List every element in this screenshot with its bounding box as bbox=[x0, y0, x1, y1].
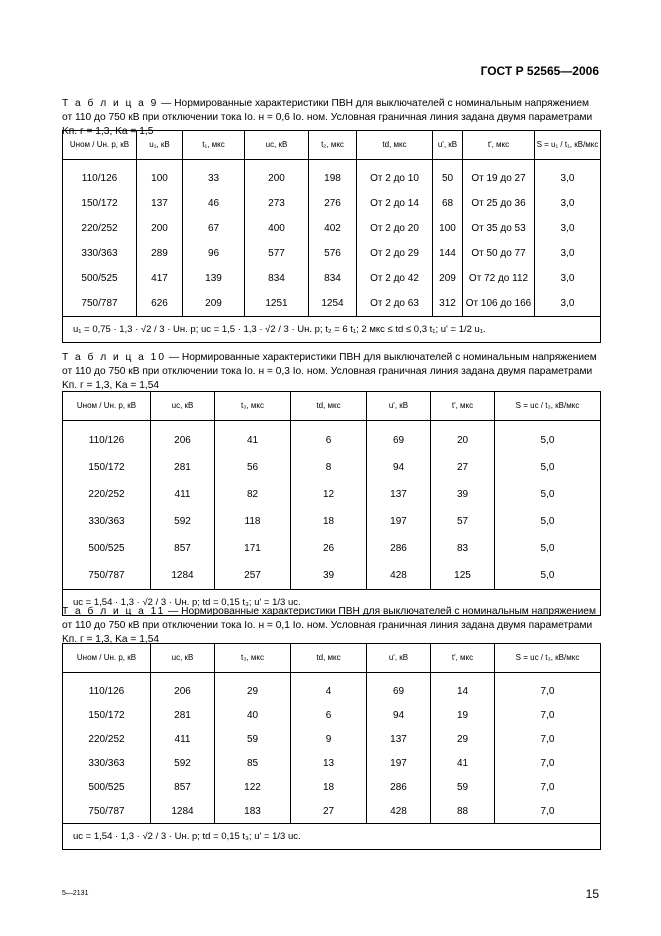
table-cell: 206 bbox=[151, 679, 215, 703]
table-cell: 1254 bbox=[309, 291, 357, 317]
table-cell: От 72 до 112 bbox=[463, 266, 535, 291]
column-header: td, мкс bbox=[291, 392, 367, 421]
table-cell: 3,0 bbox=[535, 291, 601, 317]
table-cell: 50 bbox=[433, 166, 463, 191]
table-cell: 150/172 bbox=[63, 454, 151, 481]
table-cell: 3,0 bbox=[535, 216, 601, 241]
table-row bbox=[63, 427, 601, 454]
table-cell: 68 bbox=[433, 191, 463, 216]
table-note: uс = 1,54 · 1,3 · √2 / 3 · Uн. р; td = 0,15 t₃; u' = 1/3 uс. bbox=[63, 590, 601, 616]
table-11-lead: Т а б л и ц а 11 bbox=[62, 606, 166, 617]
table-cell: 330/363 bbox=[63, 508, 151, 535]
table-row bbox=[63, 727, 601, 751]
table-cell: 59 bbox=[431, 775, 495, 799]
table-cell: 27 bbox=[291, 799, 367, 824]
table-row bbox=[63, 266, 601, 291]
table-cell: 576 bbox=[309, 241, 357, 266]
table-cell: 5,0 bbox=[495, 508, 601, 535]
table-row bbox=[63, 191, 601, 216]
table-cell: 220/252 bbox=[63, 216, 137, 241]
table-row bbox=[63, 166, 601, 191]
table-cell: 5,0 bbox=[495, 454, 601, 481]
table-cell: 7,0 bbox=[495, 799, 601, 824]
table-cell: 3,0 bbox=[535, 266, 601, 291]
table-cell: 122 bbox=[215, 775, 291, 799]
table-cell: 9 bbox=[291, 727, 367, 751]
table-row bbox=[63, 241, 601, 266]
table-cell: 27 bbox=[431, 454, 495, 481]
header-row bbox=[63, 392, 601, 421]
table-row bbox=[63, 562, 601, 590]
table-cell: 330/363 bbox=[63, 751, 151, 775]
table-10-lead: Т а б л и ц а 10 bbox=[62, 352, 167, 363]
table-cell: 19 bbox=[431, 703, 495, 727]
table-cell: 1251 bbox=[245, 291, 309, 317]
table-11-caption-text: — Нормированные характеристики ПВН для выключателей с номинальным напряжением от 110 до 750 кВ при отключении тока Iо. н = 0,1 Iо. ном. Условная граничная линия задана двумя параметрами Kп. г = 1,3, Kа = 1,54 bbox=[62, 606, 596, 645]
header-row bbox=[63, 644, 601, 673]
table-cell: 400 bbox=[245, 216, 309, 241]
table-cell: 1284 bbox=[151, 562, 215, 590]
table-cell: 59 bbox=[215, 727, 291, 751]
table-cell: 500/525 bbox=[63, 266, 137, 291]
table-row bbox=[63, 454, 601, 481]
table-cell: 96 bbox=[183, 241, 245, 266]
column-header: t', мкс bbox=[431, 392, 495, 421]
table-cell: 20 bbox=[431, 427, 495, 454]
table-cell: От 25 до 36 bbox=[463, 191, 535, 216]
table-row bbox=[63, 216, 601, 241]
table-cell: 56 bbox=[215, 454, 291, 481]
column-header: Uном / Uн. р, кВ bbox=[63, 131, 137, 160]
table-cell: 834 bbox=[245, 266, 309, 291]
table-cell: 281 bbox=[151, 703, 215, 727]
table-cell: 402 bbox=[309, 216, 357, 241]
table-cell: 144 bbox=[433, 241, 463, 266]
column-header: Uном / Uн. р, кВ bbox=[63, 392, 151, 421]
table-cell: 750/787 bbox=[63, 799, 151, 824]
table-cell: 200 bbox=[245, 166, 309, 191]
table-11-caption bbox=[62, 605, 600, 647]
table-cell: 39 bbox=[291, 562, 367, 590]
column-header: td, мкс bbox=[291, 644, 367, 673]
column-header: S = uс / t₃, кВ/мкс bbox=[495, 392, 601, 421]
table-cell: 209 bbox=[433, 266, 463, 291]
table-cell: 100 bbox=[433, 216, 463, 241]
table-note: uс = 1,54 · 1,3 · √2 / 3 · Uн. р; td = 0,15 t₃; u' = 1/3 uс. bbox=[63, 824, 601, 850]
table-9-caption-text: — Нормированные характеристики ПВН для выключателей с номинальным напряжением от 110 до 750 кВ при отключении тока Iо. н = 0,6 Iо. ном. Условная граничная линия задана двумя параметрами Kп. г = 1,3, Kа = 1,5 bbox=[62, 98, 593, 137]
table-cell: 200 bbox=[137, 216, 183, 241]
table-cell: 6 bbox=[291, 427, 367, 454]
table-cell: От 2 до 63 bbox=[357, 291, 433, 317]
table-cell: 197 bbox=[367, 751, 431, 775]
table-cell: 592 bbox=[151, 508, 215, 535]
table-cell: 94 bbox=[367, 703, 431, 727]
table-cell: 428 bbox=[367, 799, 431, 824]
table-cell: От 2 до 20 bbox=[357, 216, 433, 241]
table-cell: 750/787 bbox=[63, 291, 137, 317]
column-header: t₁, мкс bbox=[183, 131, 245, 160]
column-header: uс, кВ bbox=[245, 131, 309, 160]
footer-code: 5—2131 bbox=[62, 890, 89, 897]
table-cell: 5,0 bbox=[495, 562, 601, 590]
table-cell: 209 bbox=[183, 291, 245, 317]
table-cell: 183 bbox=[215, 799, 291, 824]
table-cell: 592 bbox=[151, 751, 215, 775]
table-cell: От 2 до 29 bbox=[357, 241, 433, 266]
table-cell: 834 bbox=[309, 266, 357, 291]
table-note-row bbox=[63, 317, 601, 343]
table-9-lead: Т а б л и ц а 9 bbox=[62, 98, 159, 109]
table-cell: 14 bbox=[431, 679, 495, 703]
table-row bbox=[63, 799, 601, 824]
table-cell: 118 bbox=[215, 508, 291, 535]
table-cell: 3,0 bbox=[535, 166, 601, 191]
table-cell: 428 bbox=[367, 562, 431, 590]
table-cell: 88 bbox=[431, 799, 495, 824]
table-cell: 69 bbox=[367, 427, 431, 454]
table-cell: 577 bbox=[245, 241, 309, 266]
table-cell: 8 bbox=[291, 454, 367, 481]
table-cell: 171 bbox=[215, 535, 291, 562]
table-row bbox=[63, 703, 601, 727]
table-row bbox=[63, 508, 601, 535]
table-cell: 13 bbox=[291, 751, 367, 775]
table-cell: 29 bbox=[215, 679, 291, 703]
table-cell: 257 bbox=[215, 562, 291, 590]
table-cell: 312 bbox=[433, 291, 463, 317]
table-cell: 7,0 bbox=[495, 751, 601, 775]
table-cell: 26 bbox=[291, 535, 367, 562]
table-cell: 197 bbox=[367, 508, 431, 535]
header-row bbox=[63, 131, 601, 160]
table-cell: 29 bbox=[431, 727, 495, 751]
table-cell: 198 bbox=[309, 166, 357, 191]
table-cell: 281 bbox=[151, 454, 215, 481]
table-cell: 4 bbox=[291, 679, 367, 703]
table-cell: 83 bbox=[431, 535, 495, 562]
table-cell: 18 bbox=[291, 508, 367, 535]
table-cell: 220/252 bbox=[63, 727, 151, 751]
table-cell: 150/172 bbox=[63, 191, 137, 216]
table-cell: 3,0 bbox=[535, 191, 601, 216]
table-cell: 220/252 bbox=[63, 481, 151, 508]
table-cell: 6 bbox=[291, 703, 367, 727]
table-cell: 110/126 bbox=[63, 679, 151, 703]
table-cell: От 2 до 10 bbox=[357, 166, 433, 191]
table-cell: 276 bbox=[309, 191, 357, 216]
table-cell: 289 bbox=[137, 241, 183, 266]
column-header: S = u₁ / t₁, кВ/мкс bbox=[535, 131, 601, 160]
table-cell: 137 bbox=[367, 481, 431, 508]
page-number: 15 bbox=[585, 887, 599, 901]
table-cell: 5,0 bbox=[495, 481, 601, 508]
table-cell: 94 bbox=[367, 454, 431, 481]
table-cell: 41 bbox=[215, 427, 291, 454]
table-cell: 7,0 bbox=[495, 679, 601, 703]
column-header: t', мкс bbox=[431, 644, 495, 673]
table-cell: 40 bbox=[215, 703, 291, 727]
table-cell: 417 bbox=[137, 266, 183, 291]
table-cell: 41 bbox=[431, 751, 495, 775]
table-10-caption-text: — Нормированные характеристики ПВН для выключателей с номинальным напряжением от 110 до 750 кВ при отключении тока Iо. н = 0,3 Iо. ном. Условная граничная линия задана двумя параметрами Kп. г = 1,3, Kа = 1,54 bbox=[62, 352, 597, 391]
document-header: ГОСТ Р 52565—2006 bbox=[480, 64, 599, 78]
table-cell: 33 bbox=[183, 166, 245, 191]
table-row bbox=[63, 751, 601, 775]
table-cell: 137 bbox=[137, 191, 183, 216]
table-cell: 411 bbox=[151, 727, 215, 751]
column-header: u', кВ bbox=[367, 392, 431, 421]
column-header: uс, кВ bbox=[151, 644, 215, 673]
table-cell: 500/525 bbox=[63, 775, 151, 799]
column-header: S = uс / t₃, кВ/мкс bbox=[495, 644, 601, 673]
column-header: uс, кВ bbox=[151, 392, 215, 421]
table-cell: 857 bbox=[151, 535, 215, 562]
table-cell: 139 bbox=[183, 266, 245, 291]
table-cell: От 19 до 27 bbox=[463, 166, 535, 191]
table-cell: 110/126 bbox=[63, 166, 137, 191]
column-header: Uном / Uн. р, кВ bbox=[63, 644, 151, 673]
table-cell: 125 bbox=[431, 562, 495, 590]
table-10 bbox=[62, 391, 601, 616]
table-cell: 12 bbox=[291, 481, 367, 508]
table-cell: 69 bbox=[367, 679, 431, 703]
table-cell: 500/525 bbox=[63, 535, 151, 562]
table-11 bbox=[62, 643, 601, 850]
table-cell: 110/126 bbox=[63, 427, 151, 454]
column-header: u', кВ bbox=[367, 644, 431, 673]
table-cell: 7,0 bbox=[495, 727, 601, 751]
table-cell: 137 bbox=[367, 727, 431, 751]
table-row bbox=[63, 535, 601, 562]
table-note: u₁ = 0,75 · 1,3 · √2 / 3 · Uн. р; uс = 1,5 · 1,3 · √2 / 3 · Uн. р; t₂ = 6 t₁; 2 мкс ≤ td ≤ 0,3 t₁; u' = 1/2 u₁. bbox=[63, 317, 601, 343]
table-cell: От 106 до 166 bbox=[463, 291, 535, 317]
table-cell: 750/787 bbox=[63, 562, 151, 590]
table-cell: От 50 до 77 bbox=[463, 241, 535, 266]
table-row bbox=[63, 481, 601, 508]
table-cell: 18 bbox=[291, 775, 367, 799]
table-cell: 39 bbox=[431, 481, 495, 508]
table-cell: 411 bbox=[151, 481, 215, 508]
table-9 bbox=[62, 130, 601, 343]
column-header: t', мкс bbox=[463, 131, 535, 160]
table-row bbox=[63, 291, 601, 317]
table-cell: 5,0 bbox=[495, 427, 601, 454]
table-cell: 57 bbox=[431, 508, 495, 535]
table-cell: 67 bbox=[183, 216, 245, 241]
table-cell: От 2 до 14 bbox=[357, 191, 433, 216]
table-cell: 5,0 bbox=[495, 535, 601, 562]
table-cell: 330/363 bbox=[63, 241, 137, 266]
table-cell: 3,0 bbox=[535, 241, 601, 266]
table-cell: 85 bbox=[215, 751, 291, 775]
table-cell: 286 bbox=[367, 535, 431, 562]
table-cell: 1284 bbox=[151, 799, 215, 824]
table-cell: 857 bbox=[151, 775, 215, 799]
column-header: td, мкс bbox=[357, 131, 433, 160]
column-header: t₃, мкс bbox=[215, 644, 291, 673]
table-cell: 82 bbox=[215, 481, 291, 508]
table-cell: 626 bbox=[137, 291, 183, 317]
column-header: t₃, мкс bbox=[215, 392, 291, 421]
table-cell: 150/172 bbox=[63, 703, 151, 727]
column-header: t₂, мкс bbox=[309, 131, 357, 160]
table-note-row bbox=[63, 824, 601, 850]
table-cell: 206 bbox=[151, 427, 215, 454]
table-cell: 273 bbox=[245, 191, 309, 216]
table-cell: 7,0 bbox=[495, 775, 601, 799]
table-cell: 100 bbox=[137, 166, 183, 191]
column-header: u₁, кВ bbox=[137, 131, 183, 160]
column-header: u', кВ bbox=[433, 131, 463, 160]
table-cell: 46 bbox=[183, 191, 245, 216]
table-10-caption bbox=[62, 351, 600, 393]
table-row bbox=[63, 775, 601, 799]
table-cell: 286 bbox=[367, 775, 431, 799]
table-row bbox=[63, 679, 601, 703]
table-cell: От 35 до 53 bbox=[463, 216, 535, 241]
table-cell: 7,0 bbox=[495, 703, 601, 727]
table-cell: От 2 до 42 bbox=[357, 266, 433, 291]
